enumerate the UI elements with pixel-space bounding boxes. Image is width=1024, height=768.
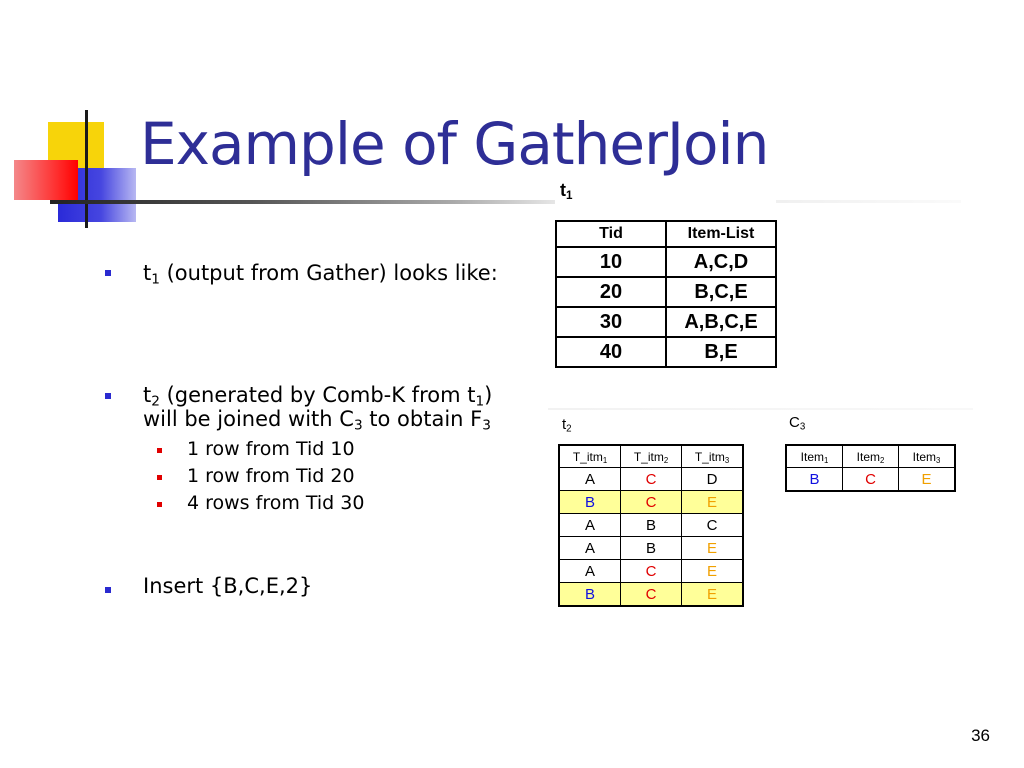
title-decoration-red [14,160,78,200]
t2-row [559,583,743,607]
c3-row [786,468,955,492]
c3-header-sub: 2 [880,455,885,465]
t1-cell: 10 [556,247,666,277]
c3-label [789,414,805,431]
page-number: 36 [971,726,990,745]
c3-label-sub: 3 [799,421,806,433]
t1-cell: B,E [666,337,776,367]
bullet-2-line2-pre: will be joined with C [143,407,354,431]
bullet-1-pre: t [143,261,152,285]
c3-label-base: C [789,414,800,431]
bullet-1-marker [105,270,111,276]
t1-label-sub: 1 [566,188,573,202]
title-underline [50,200,555,204]
t1-header-item-list: Item-List [666,221,776,247]
t2-row [559,468,743,491]
bullet-1 [143,261,498,288]
t2-cell: C [621,468,682,491]
t2-header-sub: 2 [663,455,669,465]
section-separator [548,408,973,410]
t2-label-base: t [562,416,567,433]
t1-label [560,180,573,201]
t2-label-sub: 2 [566,423,572,435]
sub-bullet-2-marker [157,475,162,480]
title-decoration-vline [85,110,88,228]
sub-bullet-1-marker [157,448,162,453]
t2-header [559,445,621,468]
t2-header-base: T_itm [633,449,664,464]
c3-header-base: Item [800,449,824,464]
t1-cell: B,C,E [666,277,776,307]
bullet-3-marker [105,587,111,593]
t2-row [559,537,743,560]
c3-cell: C [843,468,899,492]
t2-table [558,444,744,607]
t1-row [556,277,776,307]
t2-cell: B [559,491,621,514]
t2-cell: A [559,468,621,491]
slide-title: Example of GatherJoin [140,110,769,178]
c3-header [786,445,843,468]
t1-cell: 40 [556,337,666,367]
t2-header-base: T_itm [694,449,725,464]
t1-table [555,220,777,368]
t2-header-base: T_itm [572,449,603,464]
t2-cell: D [682,468,744,491]
bullet-2-line1 [143,383,493,410]
t1-label-base: t [560,180,566,200]
sub-bullet-3: 4 rows from Tid 30 [187,492,365,514]
bullet-1-sub: 1 [151,271,160,288]
c3-cell: B [786,468,843,492]
bullet-1-text: (output from Gather) looks like: [159,261,498,285]
t1-header-tid: Tid [556,221,666,247]
t1-cell: A,B,C,E [666,307,776,337]
t2-cell: A [559,560,621,583]
bullet-3: Insert {B,C,E,2} [143,574,313,598]
c3-cell: E [899,468,956,492]
t2-cell: A [559,514,621,537]
bullet-2-line2-sub2: 3 [482,417,491,434]
c3-header-sub: 1 [824,455,829,465]
bullet-2-line2-sub1: 3 [353,417,363,434]
t2-cell: E [682,583,744,607]
bullet-2-marker [105,393,111,399]
t2-header [621,445,682,468]
bullet-2-sub2: 1 [475,393,485,410]
t2-header-sub: 1 [602,455,608,465]
t2-cell: C [621,491,682,514]
sub-bullet-2: 1 row from Tid 20 [187,465,355,487]
title-underline-fade [776,200,961,203]
t1-row [556,307,776,337]
bullet-2-sub1: 2 [151,393,160,410]
t1-row [556,337,776,367]
bullet-2-pre: t [143,383,152,407]
t1-row [556,247,776,277]
t2-header [682,445,744,468]
c3-table [785,444,956,492]
t2-cell: C [621,560,682,583]
t2-row [559,514,743,537]
t2-cell: B [621,514,682,537]
t1-cell: 20 [556,277,666,307]
t2-cell: A [559,537,621,560]
t2-cell: C [682,514,744,537]
t2-cell: E [682,491,744,514]
t2-row [559,560,743,583]
sub-bullet-1: 1 row from Tid 10 [187,438,355,460]
c3-header-base: Item [912,449,936,464]
bullet-2-mid: (generated by Comb-K from t [159,383,476,407]
c3-header [843,445,899,468]
c3-header-sub: 3 [936,455,941,465]
t1-cell: A,C,D [666,247,776,277]
bullet-2-line2 [143,407,491,434]
t2-header-sub: 3 [724,455,730,465]
bullet-2-end: ) [484,383,493,407]
t2-cell: E [682,537,744,560]
t2-cell: C [621,583,682,607]
c3-header [899,445,956,468]
c3-header-base: Item [856,449,880,464]
sub-bullet-3-marker [157,502,162,507]
t2-cell: E [682,560,744,583]
t2-cell: B [559,583,621,607]
bullet-2-line2-mid: to obtain F [362,407,483,431]
t1-cell: 30 [556,307,666,337]
t2-label [562,416,572,433]
t2-cell: B [621,537,682,560]
t2-row [559,491,743,514]
